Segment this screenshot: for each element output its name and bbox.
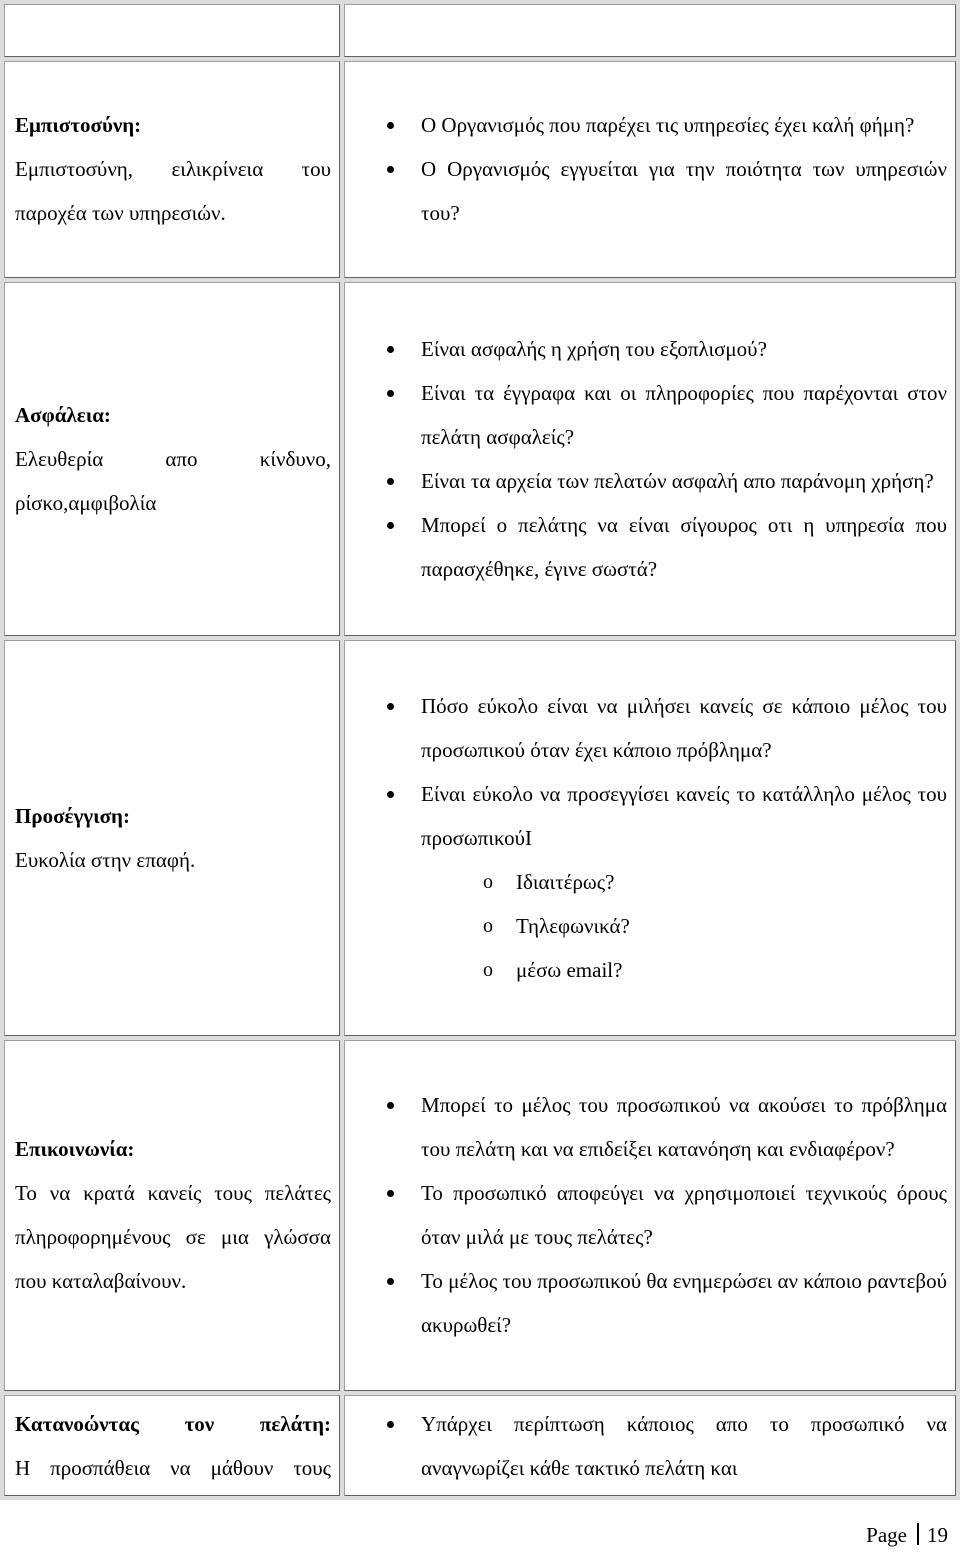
list-item: [365, 371, 947, 459]
question-text: Ο Οργανισμός εγγυείται για την ποιότητα των υπηρεσιών του?: [421, 157, 947, 226]
bullet-icon: [387, 346, 394, 353]
category-description: Ελευθερία απο κίνδυνο, ρίσκο,αμφιβολία: [15, 447, 331, 516]
question-text: Το μέλος του προσωπικού θα ενημερώσει αν κάποιο ραντεβού ακυρωθεί?: [421, 1269, 947, 1338]
header-row: [4, 4, 956, 57]
question-text: Μπορεί ο πελάτης να είναι σίγουρος οτι η υπηρεσία που παρασχέθηκε, έγινε σωστά?: [421, 513, 947, 582]
question-list: [365, 1402, 947, 1490]
table-row: [4, 640, 956, 1035]
circle-bullet-icon: o: [483, 959, 493, 982]
page-separator: [917, 1523, 919, 1545]
sub-list: [421, 860, 947, 992]
question-text: Είναι τα αρχεία των πελατών ασφαλή απο παράνομη χρήση?: [421, 469, 934, 494]
question-list: [365, 327, 947, 591]
page-number: 19: [927, 1523, 948, 1547]
question-text: Πόσο εύκολο είναι να μιλήσει κανείς σε κάποιο μέλος του προσωπικού όταν έχει κάποιο πρόβλημα?: [421, 694, 947, 763]
list-item: [365, 1402, 947, 1490]
question-text: Μπορεί το μέλος του προσωπικού να ακούσει το πρόβλημα του πελάτη και να επιδείξει κατανόηση και ενδιαφέρον?: [421, 1093, 947, 1162]
category-title: Επικοινωνία:: [15, 1137, 135, 1162]
bullet-icon: [387, 703, 394, 710]
category-cell: [4, 1395, 340, 1496]
list-item: [365, 1083, 947, 1171]
table-row: [4, 1395, 956, 1496]
sub-list-item: [421, 948, 947, 992]
question-text: Είναι εύκολο να προσεγγίσει κανείς το κατάλληλο μέλος του προσωπικούΙ: [421, 782, 947, 851]
sub-item-text: μέσω email?: [516, 958, 623, 983]
question-list: [365, 103, 947, 235]
question-text: Ο Οργανισμός που παρέχει τις υπηρεσίες έχει καλή φήμη?: [421, 113, 915, 138]
sub-list-item: [421, 904, 947, 948]
list-item: [365, 503, 947, 591]
table-row: [4, 61, 956, 278]
page-label: Page: [866, 1523, 907, 1547]
question-list: [365, 684, 947, 992]
questions-cell: [344, 1040, 956, 1391]
page-footer: [866, 1522, 948, 1548]
bullet-icon: [387, 122, 394, 129]
circle-bullet-icon: o: [483, 915, 493, 938]
bullet-icon: [387, 791, 394, 798]
category-title: Κατανοώντας τον πελάτη:: [15, 1411, 331, 1436]
category-title: Εμπιστοσύνη:: [15, 113, 142, 138]
list-item: [365, 1259, 947, 1347]
list-item: [365, 327, 947, 371]
question-list: [365, 1083, 947, 1347]
bullet-icon: [387, 1278, 394, 1285]
bullet-icon: [387, 1190, 394, 1197]
question-text: Υπάρχει περίπτωση κάποιος απο το προσωπικό να αναγνωρίζει κάθε τακτικό πελάτη και: [421, 1411, 947, 1480]
sub-list-item: [421, 860, 947, 904]
category-cell: [4, 640, 340, 1035]
list-item: [365, 684, 947, 772]
questions-cell: [344, 640, 956, 1035]
bullet-icon: [387, 1421, 394, 1428]
category-title: Ασφάλεια:: [15, 403, 111, 428]
bullet-icon: [387, 166, 394, 173]
bullet-icon: [387, 390, 394, 397]
circle-bullet-icon: o: [483, 871, 493, 894]
questions-cell: [344, 282, 956, 637]
questions-cell: [344, 1395, 956, 1496]
category-title: Προσέγγιση:: [15, 804, 130, 829]
category-description: Η προσπάθεια να μάθουν τους: [15, 1455, 331, 1480]
question-text: Το προσωπικό αποφεύγει να χρησιμοποιεί τεχνικούς όρους όταν μιλά με τους πελάτες?: [421, 1181, 947, 1250]
sub-item-text: Τηλεφωνικά?: [516, 914, 630, 939]
bullet-icon: [387, 522, 394, 529]
header-cell-left: [4, 4, 340, 57]
bullet-icon: [387, 1102, 394, 1109]
category-description: Το να κρατά κανείς τους πελάτες πληροφορημένους σε μια γλώσσα που καταλαβαίνουν.: [15, 1181, 331, 1294]
questions-cell: [344, 61, 956, 278]
category-cell: [4, 282, 340, 637]
list-item: [365, 459, 947, 503]
category-cell: [4, 1040, 340, 1391]
category-description: Εμπιστοσύνη, ειλικρίνεια του παροχέα των υπηρεσιών.: [15, 157, 331, 226]
category-description: Ευκολία στην επαφή.: [15, 848, 196, 873]
question-text: Είναι τα έγγραφα και οι πληροφορίες που παρέχονται στον πελάτη ασφαλείς?: [421, 381, 947, 450]
list-item: [365, 772, 947, 992]
header-cell-right: [344, 4, 956, 57]
list-item: [365, 1171, 947, 1259]
table-row: [4, 282, 956, 637]
sub-item-text: Ιδιαιτέρως?: [516, 870, 615, 895]
list-item: [365, 103, 947, 147]
category-cell: [4, 61, 340, 278]
table-row: [4, 1040, 956, 1391]
list-item: [365, 147, 947, 235]
bullet-icon: [387, 478, 394, 485]
question-text: Είναι ασφαλής η χρήση του εξοπλισμού?: [421, 337, 767, 362]
